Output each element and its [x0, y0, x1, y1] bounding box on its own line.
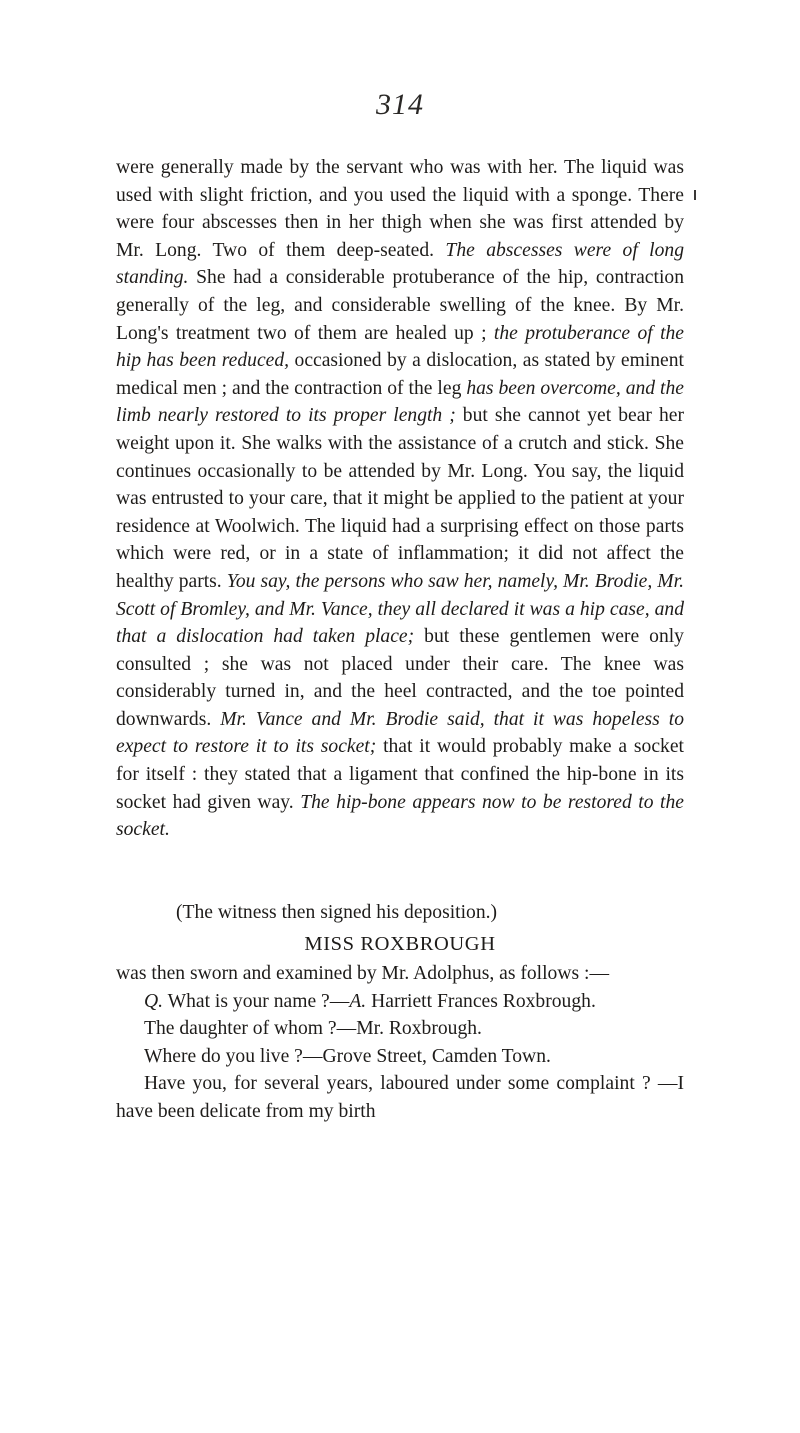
- signature-block: [116, 899, 684, 927]
- text-run: She had a considerable protuberance of the hip, contraction generally of the leg, and considerable swelling of the knee. By Mr. Long's treatment two of them are healed up ;: [116, 267, 684, 344]
- text-run: that it would probably make a socket for itself : they stated that a ligament that confined the hip-bone in its socket had given way.: [116, 736, 684, 813]
- answer-label: A.: [349, 990, 367, 1012]
- italic-run: The abscesses were of long standing.: [116, 239, 684, 289]
- question-text: What is your name ?—: [163, 990, 350, 1012]
- print-speck: [694, 190, 696, 200]
- sworn-line: was then sworn and examined by Mr. Adolphus, as follows :—: [116, 963, 610, 984]
- italic-run: the protuberance of the hip has been reduced,: [116, 322, 684, 372]
- text-run: occasioned by a dislocation, as stated by eminent medical men ; and the contraction of the leg: [116, 350, 684, 399]
- italic-run: Mr. Vance and Mr. Brodie said, that it was hopeless to expect to restore it to its socket;: [116, 708, 684, 758]
- question-answer: Have you, for several years, laboured under some complaint ? —I have been delicate from my birth: [116, 1073, 684, 1122]
- text-run: but she cannot yet bear her weight upon it. She walks with the assistance of a crutch and stick. She continues occasionally to be attended by Mr. Long. You say, the liquid was entrusted to your care, that it might be applied to the patient at your residence at Woolwich. The liquid had a surprising effect on those parts which were red, or in a state of inflammation; it did not affect the healthy parts.: [116, 405, 684, 592]
- signature-note: (The witness then signed his deposition.): [176, 902, 498, 923]
- text-run: but these gentlemen were only consulted ; she was not placed under their care. The knee was considerably turned in, and the heel contracted, and the toe pointed downwards.: [116, 626, 684, 730]
- deposition-paragraph: [116, 154, 684, 844]
- italic-run: The hip-bone appears now to be restored to the socket.: [116, 791, 684, 841]
- witness-heading: MISS ROXBROUGH: [304, 933, 496, 955]
- examination-block: [116, 960, 684, 1126]
- question-answer: Where do you live ?—Grove Street, Camden Town.: [144, 1045, 551, 1067]
- text-run: were generally made by the servant who was with her. The liquid was used with slight friction, and you used the liquid with a sponge. There were four abscesses then in her thigh when she was first attended by Mr. Long. Two of them deep-seated.: [116, 157, 684, 261]
- question-answer: The daughter of whom ?—Mr. Roxbrough.: [144, 1018, 482, 1040]
- page-number: 314: [376, 88, 424, 121]
- italic-run: has been overcome, and the limb nearly restored to its proper length ;: [116, 377, 684, 427]
- italic-run: You say, the persons who saw her, namely, Mr. Brodie, Mr. Scott of Bromley, and Mr. Vance, they all declared it was a hip case, and that a dislocation had taken place;: [116, 570, 684, 648]
- question-label: Q.: [144, 990, 164, 1012]
- question-answer: [116, 988, 684, 1016]
- deposition-body: [116, 154, 684, 844]
- answer-text: Harriett Frances Roxbrough.: [366, 990, 596, 1012]
